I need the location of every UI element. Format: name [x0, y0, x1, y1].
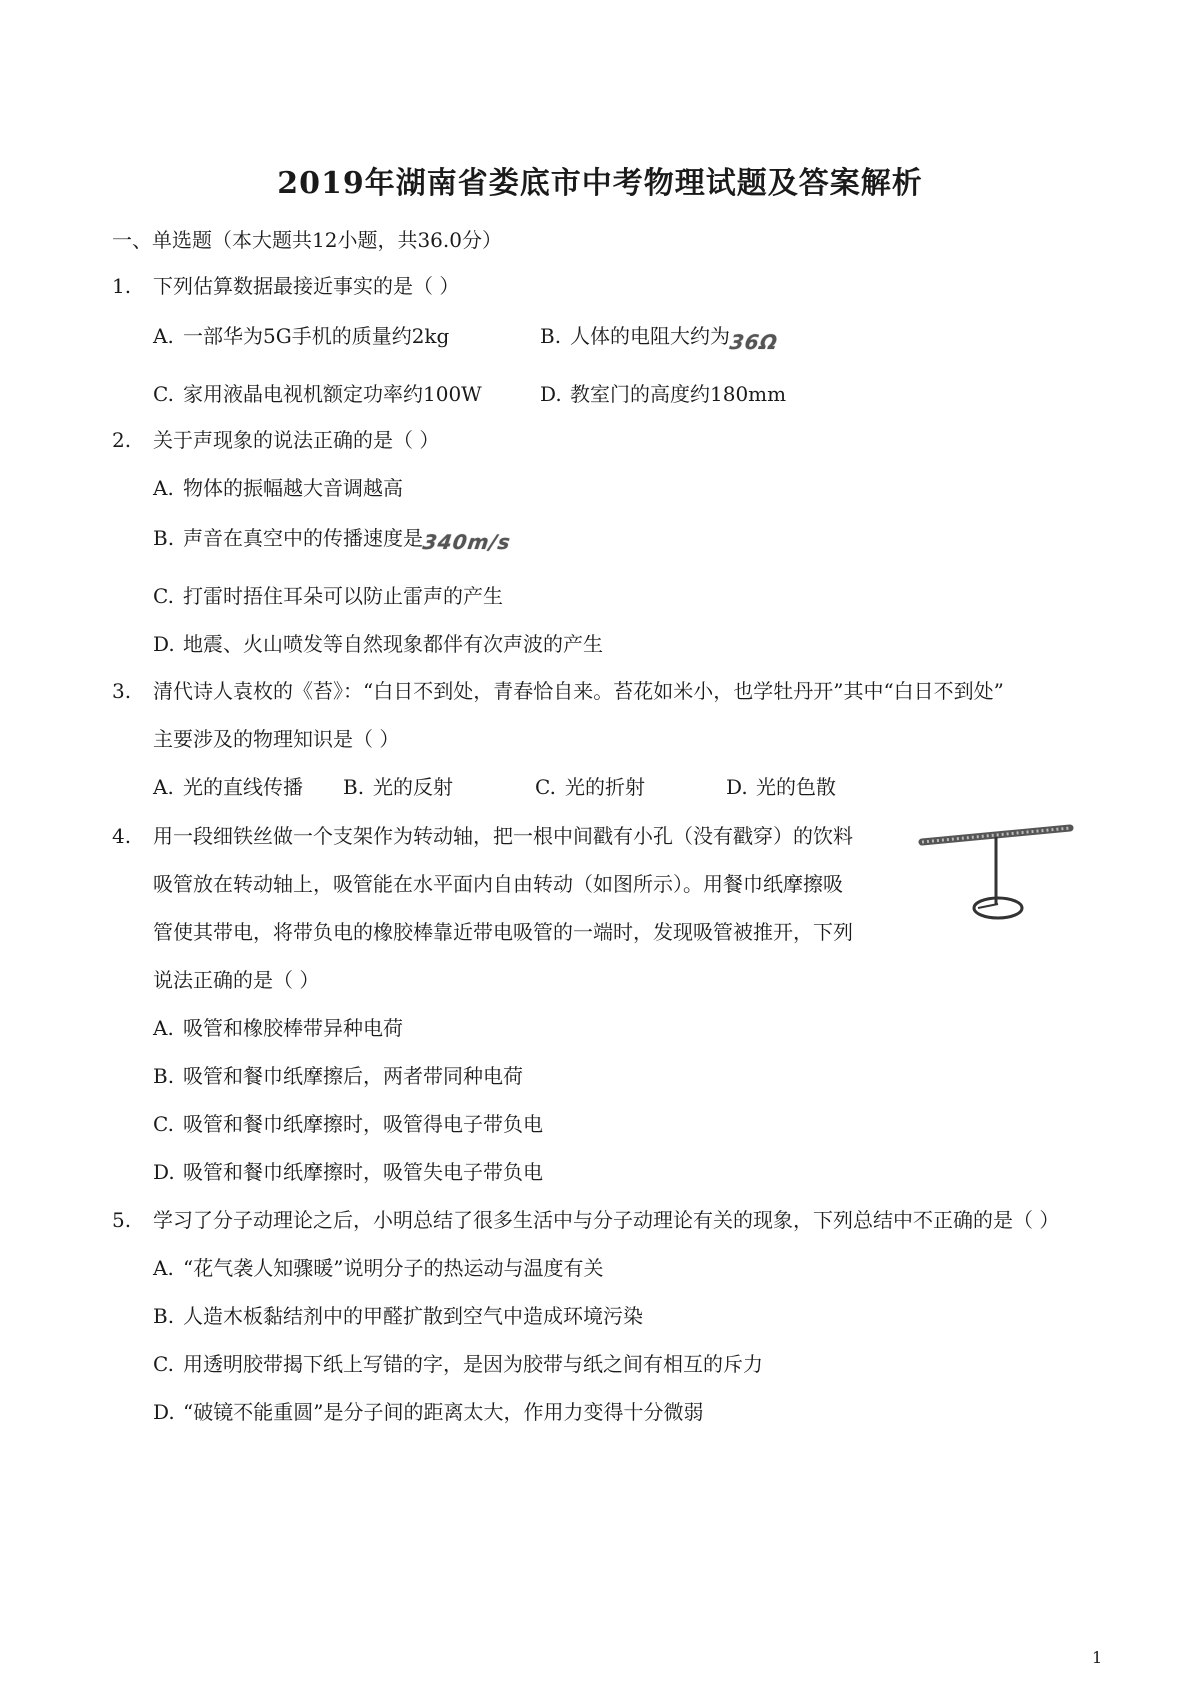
- question-stem-cont: 吸管放在转动轴上，吸管能在水平面内自由转动（如图所示）。用餐巾纸摩擦吸: [153, 872, 843, 896]
- inline-formula-image: 36Ω: [728, 330, 780, 354]
- option-text: “花气袭人知骤暖”说明分子的热运动与温度有关: [183, 1256, 604, 1280]
- option-text: 用透明胶带揭下纸上写错的字，是因为胶带与纸之间有相互的斥力: [183, 1352, 763, 1376]
- question-number: 2.: [112, 428, 132, 452]
- question-stem: 下列估算数据最接近事实的是（ ）: [153, 274, 460, 298]
- option-a: [153, 1014, 403, 1042]
- option-a: [153, 474, 403, 502]
- option-b: [343, 773, 453, 801]
- option-text: 人体的电阻大约为: [570, 324, 730, 348]
- option-d: [153, 1158, 543, 1186]
- question-number: 4.: [112, 824, 132, 848]
- option-text: 一部华为5G手机的质量约2kg: [183, 324, 450, 348]
- option-letter: C.: [153, 1352, 174, 1376]
- base-wire: [978, 904, 998, 908]
- option-letter: D.: [153, 1160, 175, 1184]
- option-b: [540, 322, 780, 354]
- option-d: [540, 380, 786, 408]
- option-c: [153, 380, 482, 408]
- option-c: [153, 582, 503, 610]
- option-text: 教室门的高度约180mm: [570, 382, 787, 406]
- option-letter: D.: [153, 632, 175, 656]
- option-text: 声音在真空中的传播速度是: [183, 526, 423, 550]
- question-stem: 清代诗人袁枚的《苔》：“白日不到处，青春恰自来。苔花如米小，也学牡丹开”其中“白日不到处”: [153, 679, 1004, 703]
- option-a: [153, 1254, 603, 1282]
- option-a: [153, 322, 449, 350]
- option-letter: A.: [153, 775, 174, 799]
- option-letter: B.: [343, 775, 365, 799]
- option-text: “破镜不能重圆”是分子间的距离太大，作用力变得十分微弱: [183, 1400, 704, 1424]
- option-letter: D.: [153, 1400, 175, 1424]
- option-letter: B.: [153, 1064, 175, 1088]
- option-letter: C.: [153, 382, 174, 406]
- option-letter: A.: [153, 324, 174, 348]
- question-stem-cont: 管使其带电，将带负电的橡胶棒靠近带电吸管的一端时，发现吸管被推开，下列: [153, 920, 853, 944]
- question-stem: 用一段细铁丝做一个支架作为转动轴，把一根中间戳有小孔（没有戳穿）的饮料: [153, 824, 853, 848]
- option-text: 吸管和餐巾纸摩擦时，吸管失电子带负电: [183, 1160, 543, 1184]
- question-number: 1.: [112, 274, 132, 298]
- option-letter: B.: [540, 324, 562, 348]
- option-text: 光的折射: [565, 775, 645, 799]
- option-letter: D.: [726, 775, 748, 799]
- question-stem-cont: 主要涉及的物理知识是（ ）: [153, 727, 400, 751]
- option-text: 光的色散: [756, 775, 836, 799]
- option-letter: D.: [540, 382, 562, 406]
- option-c: [153, 1350, 763, 1378]
- option-b: [153, 1302, 643, 1330]
- option-text: 地震、火山喷发等自然现象都伴有次声波的产生: [183, 632, 603, 656]
- option-d: [726, 773, 836, 801]
- option-text: 吸管和餐巾纸摩擦后，两者带同种电荷: [183, 1064, 523, 1088]
- option-letter: A.: [153, 1256, 174, 1280]
- option-letter: A.: [153, 476, 174, 500]
- section-heading: 一、单选题（本大题共12小题，共36.0分）: [112, 228, 502, 252]
- option-letter: B.: [153, 526, 175, 550]
- question-number: 3.: [112, 679, 132, 703]
- option-d: [153, 1398, 703, 1426]
- option-text: 家用液晶电视机额定功率约100W: [183, 382, 482, 406]
- option-text: 吸管和餐巾纸摩擦时，吸管得电子带负电: [183, 1112, 543, 1136]
- option-letter: C.: [535, 775, 556, 799]
- option-text: 光的反射: [373, 775, 453, 799]
- straw-on-pivot-figure: [918, 818, 1078, 928]
- option-text: 打雷时捂住耳朵可以防止雷声的产生: [183, 584, 503, 608]
- question-stem-cont: 说法正确的是（ ）: [153, 968, 320, 992]
- option-text: 光的直线传播: [183, 775, 303, 799]
- option-text: 物体的振幅越大音调越高: [183, 476, 403, 500]
- inline-formula-image: 340m/s: [421, 530, 513, 554]
- page-number: 1: [1092, 1648, 1103, 1667]
- question-number: 5.: [112, 1208, 132, 1232]
- option-b: [153, 1062, 523, 1090]
- option-letter: B.: [153, 1304, 175, 1328]
- option-letter: C.: [153, 584, 174, 608]
- option-text: 人造木板黏结剂中的甲醛扩散到空气中造成环境污染: [183, 1304, 643, 1328]
- option-letter: A.: [153, 1016, 174, 1040]
- option-c: [153, 1110, 543, 1138]
- question-stem: 关于声现象的说法正确的是（ ）: [153, 428, 440, 452]
- option-text: 吸管和橡胶棒带异种电荷: [183, 1016, 403, 1040]
- option-b: [153, 524, 511, 552]
- option-letter: C.: [153, 1112, 174, 1136]
- option-c: [535, 773, 645, 801]
- option-d: [153, 630, 603, 658]
- question-stem: 学习了分子动理论之后，小明总结了很多生活中与分子动理论有关的现象，下列总结中不正确的是（ ）: [153, 1208, 1060, 1232]
- option-a: [153, 773, 303, 801]
- page-title: 2019年湖南省娄底市中考物理试题及答案解析: [277, 166, 923, 201]
